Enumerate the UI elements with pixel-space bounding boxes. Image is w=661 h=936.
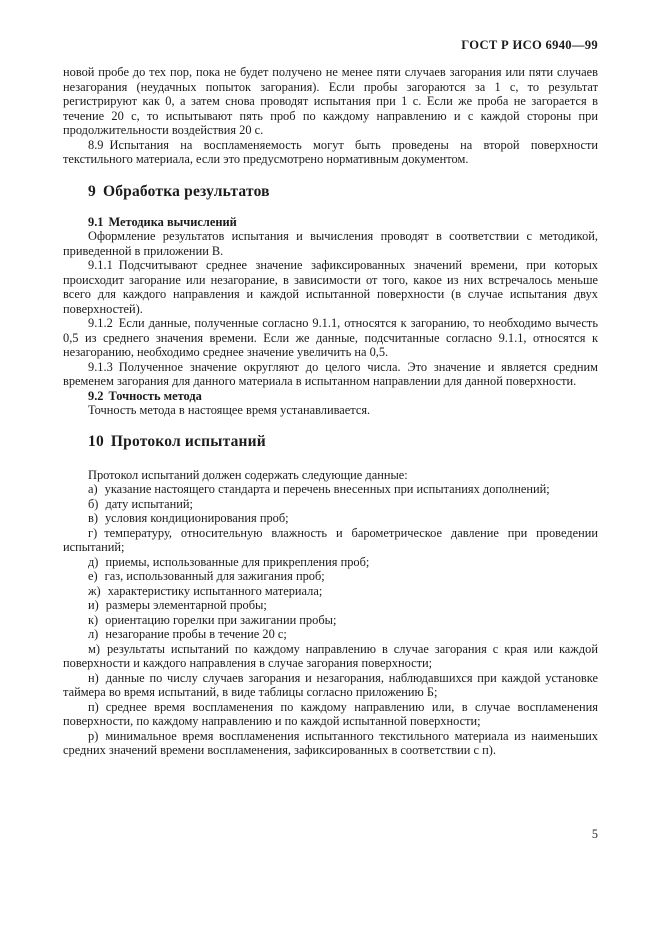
- section-10-heading: [63, 433, 598, 451]
- list-item: [63, 482, 598, 497]
- subsection-number: 9.1: [88, 214, 104, 229]
- list-item-letter: п): [88, 699, 99, 714]
- paragraph-number: 9.1.3: [88, 359, 113, 374]
- paragraph-number: 9.1.1: [88, 258, 113, 272]
- list-item-text: приемы, использованные для прикрепления проб;: [105, 554, 370, 569]
- section-title: Протокол испытаний: [110, 432, 266, 450]
- section-title: Обработка результатов: [102, 182, 270, 200]
- list-item-letter: д): [88, 554, 99, 569]
- list-item-text: минимальное время воспламенения испытанного текстильного материала из наименьших средних значений времени воспламенения, зафиксированных в соответствии с п).: [63, 728, 598, 757]
- paragraph-text: Если данные, полученные согласно 9.1.1, относятся к загоранию, то необходимо вычесть 0,5 из среднего значения времени. Если же данные, подсчитанные согласно 9.1.1, относятся к незагоранию, необходимо среднее значение увеличить на 0,5.: [63, 316, 598, 359]
- list-item-letter: г): [88, 525, 98, 540]
- list-item-text: данные по числу случаев загорания и незагорания, наблюдавшихся при каждой установке таймера во время испытаний, в виде таблицы согласно приложению Б;: [63, 670, 598, 699]
- list-item-letter: и): [88, 598, 99, 612]
- list-item: [63, 526, 598, 555]
- list-item-text: температуру, относительную влажность и барометрическое давление при проведении испытаний;: [63, 525, 598, 554]
- section-number: 10: [88, 432, 104, 450]
- subsection-title: Точность метода: [108, 388, 202, 403]
- list-item-letter: а): [88, 482, 98, 496]
- list-item-text: среднее время воспламенения по каждому направлению или, в случае воспламенения поверхности, по каждому направлению и по каждой испытанной поверхности;: [63, 699, 598, 728]
- list-item: [63, 700, 598, 729]
- paragraph-9-1-2: [63, 316, 598, 360]
- list-item-letter: в): [88, 511, 98, 525]
- paragraph-text: Испытания на воспламеняемость могут быть проведены на второй поверхности текстильного материала, если это предусмотрено нормативным документом.: [63, 137, 598, 166]
- paragraph-number: 8.9: [88, 137, 104, 152]
- page-number: 5: [591, 827, 598, 841]
- list-item: [63, 627, 598, 642]
- list-item-letter: б): [88, 496, 99, 511]
- doc-code-header: ГОСТ Р ИСО 6940—99: [461, 38, 598, 52]
- subsection-9-2-heading: [63, 389, 598, 404]
- page-content: [63, 38, 598, 758]
- paragraph-9-1-intro: Оформление результатов испытания и вычисления проводят в соответствии с методикой, приведенной в приложении В.: [63, 229, 598, 258]
- subsection-title: Методика вычислений: [108, 214, 237, 229]
- section-number: 9: [88, 182, 96, 200]
- list-item: [63, 584, 598, 599]
- list-item: [63, 569, 598, 584]
- list-item: [63, 511, 598, 526]
- list-item-text: характеристику испытанного материала;: [107, 583, 323, 598]
- list-item-text: указание настоящего стандарта и перечень внесенных при испытаниях дополнений;: [104, 482, 550, 496]
- paragraph-9-1-1: [63, 258, 598, 316]
- list-item-letter: ж): [88, 583, 101, 598]
- list-item-text: незагорание пробы в течение 20 с;: [105, 627, 287, 641]
- paragraph-9-1-3: [63, 360, 598, 389]
- paragraph-9-2-text: Точность метода в настоящее время устанавливается.: [88, 403, 371, 417]
- subsection-9-1-heading: [63, 215, 598, 230]
- list-item-letter: м): [88, 641, 100, 656]
- section-9-heading: [63, 183, 598, 201]
- list-item-letter: к): [88, 612, 99, 627]
- list-item-text: ориентацию горелки при зажигании пробы;: [105, 612, 337, 627]
- list-item: [63, 729, 598, 758]
- subsection-number: 9.2: [88, 388, 104, 403]
- list-item-letter: л): [88, 627, 99, 641]
- paragraph-text: Полученное значение округляют до целого числа. Это значение и является средним временем загорания для данного материала в испытанном направлении для данной поверхности.: [63, 359, 598, 388]
- list-item-letter: е): [88, 569, 98, 583]
- list-item: [63, 671, 598, 700]
- paragraph-text: Подсчитывают среднее значение зафиксированных значений времени, при которых происходит загорание или незагорание, в зависимости от того, какое из них встречалось меньше всего для каждого направления и каждой испытанной поверхности (в случае испытания двух поверхностей).: [63, 258, 598, 316]
- list-item-text: газ, использованный для зажигания проб;: [104, 569, 325, 583]
- list-item: [63, 497, 598, 512]
- list-item: [63, 598, 598, 613]
- list-item: [63, 613, 598, 628]
- list-item-text: дату испытаний;: [105, 496, 193, 511]
- list-item: [63, 642, 598, 671]
- list-item-letter: р): [88, 728, 99, 743]
- list-item-text: результаты испытаний по каждому направлению в случае загорания с края или каждой поверхности и каждого направления в случае загорания поверхности;: [63, 641, 598, 670]
- paragraph-continuation: новой пробе до тех пор, пока не будет получено не менее пяти случаев загорания или пяти случаев незагорания (неудачных попыток загорания). Если пробы загораются за 1 с, то результат регистрируют как 0, а затем снова проводят испытания при 1 с. Если же проба не загорается в течение 20 с, то испытывают пять проб по каждому направлению и с каждой стороны при продолжительности воздействия 20 с.: [63, 65, 598, 137]
- paragraph-8-9: [63, 138, 598, 167]
- list-item-text: условия кондиционирования проб;: [104, 511, 289, 525]
- list-item-text: размеры элементарной пробы;: [105, 598, 267, 612]
- list-item-letter: н): [88, 670, 99, 685]
- paragraph-number: 9.1.2: [88, 316, 113, 330]
- paragraph-10-intro: Протокол испытаний должен содержать следующие данные:: [88, 467, 408, 482]
- list-item: [63, 555, 598, 570]
